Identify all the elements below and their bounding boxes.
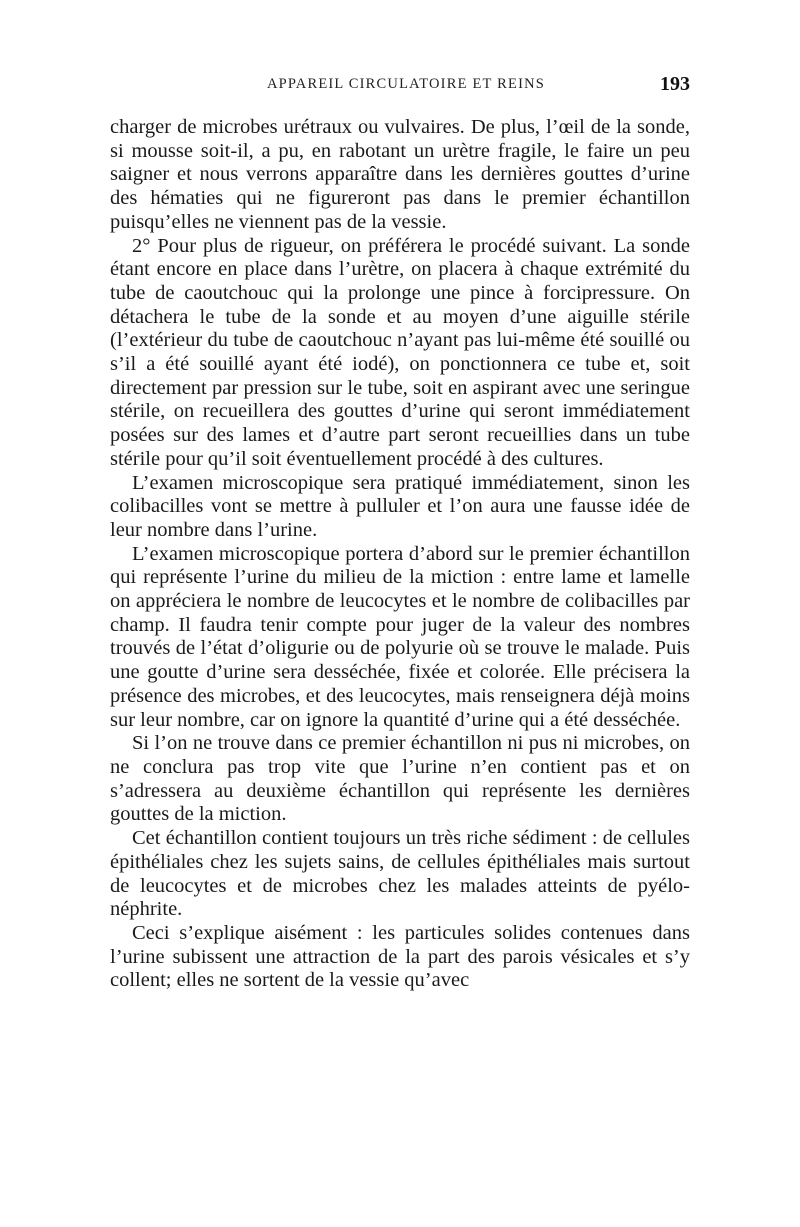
page-header: [110, 73, 690, 100]
paragraph: Ceci s’explique aisément : les particules solides contenues dans l’urine subissent une attraction de la part des parois vésicales et s’y collent; elles ne sortent de la vessie qu’avec: [110, 921, 690, 992]
paragraph: charger de microbes urétraux ou vulvaires. De plus, l’œil de la sonde, si mousse soit-il, a pu, en rabotant un urètre fragile, le faire un peu saigner et nous verrons apparaître dans les dernières gouttes d’urine des hématies qui ne figureront pas dans le premier échantillon puisqu’elles ne viennent pas de la vessie.: [110, 116, 690, 233]
running-title: APPAREIL CIRCULATOIRE ET REINS: [266, 76, 546, 92]
paragraph: Cet échantillon contient toujours un très riche sédiment : de cellules épithéliales chez les sujets sains, de cellules épithéliales mais surtout de leucocytes et de microbes chez les malades atteints de pyélo-néphrite.: [110, 827, 690, 921]
paragraph: L’examen microscopique portera d’abord sur le premier échantillon qui représente l’urine du milieu de la miction : entre lame et lamelle on appréciera le nombre de leucocytes et le nombre de colibacilles par champ. Il faudra tenir compte pour juger de la valeur des nombres trouvés de l’état d’oligurie ou de polyurie où se trouve le malade. Puis une goutte d’urine sera desséchée, fixée et colorée. Elle précisera la présence des microbes, et des leucocytes, mais renseignera déjà moins sur leur nombre, car on ignore la quantité d’urine qui a été desséchée.: [110, 542, 690, 731]
paragraph: L’examen microscopique sera pratiqué immédiatement, sinon les colibacilles vont se mettre à pulluler et l’on aura une fausse idée de leur nombre dans l’urine.: [110, 471, 690, 541]
page-number: 193: [660, 73, 690, 95]
paragraph: 2° Pour plus de rigueur, on préférera le procédé suivant. La sonde étant encore en place dans l’urètre, on placera à chaque extrémité du tube de caoutchouc qui la prolonge une pince à forcipressure. On détachera le tube de la sonde et au moyen d’une aiguille stérile (l’extérieur du tube de caoutchouc n’ayant pas lui-même été souillé ou s’il a été souillé ayant été iodé), on ponctionnera ce tube et, soit directement par pression sur le tube, soit en aspirant avec une seringue stérile, on recueillera des gouttes d’urine qui seront immédiatement posées sur des lames et d’autre part seront recueillies dans un tube stérile pour qu’il soit éventuellement procédé à des cultures.: [110, 234, 690, 470]
body-text: [110, 116, 690, 993]
paragraph: Si l’on ne trouve dans ce premier échantillon ni pus ni microbes, on ne conclura pas trop vite que l’urine n’en contient pas et on s’adressera au deuxième échantillon qui représente les dernières gouttes de la miction.: [110, 732, 690, 826]
